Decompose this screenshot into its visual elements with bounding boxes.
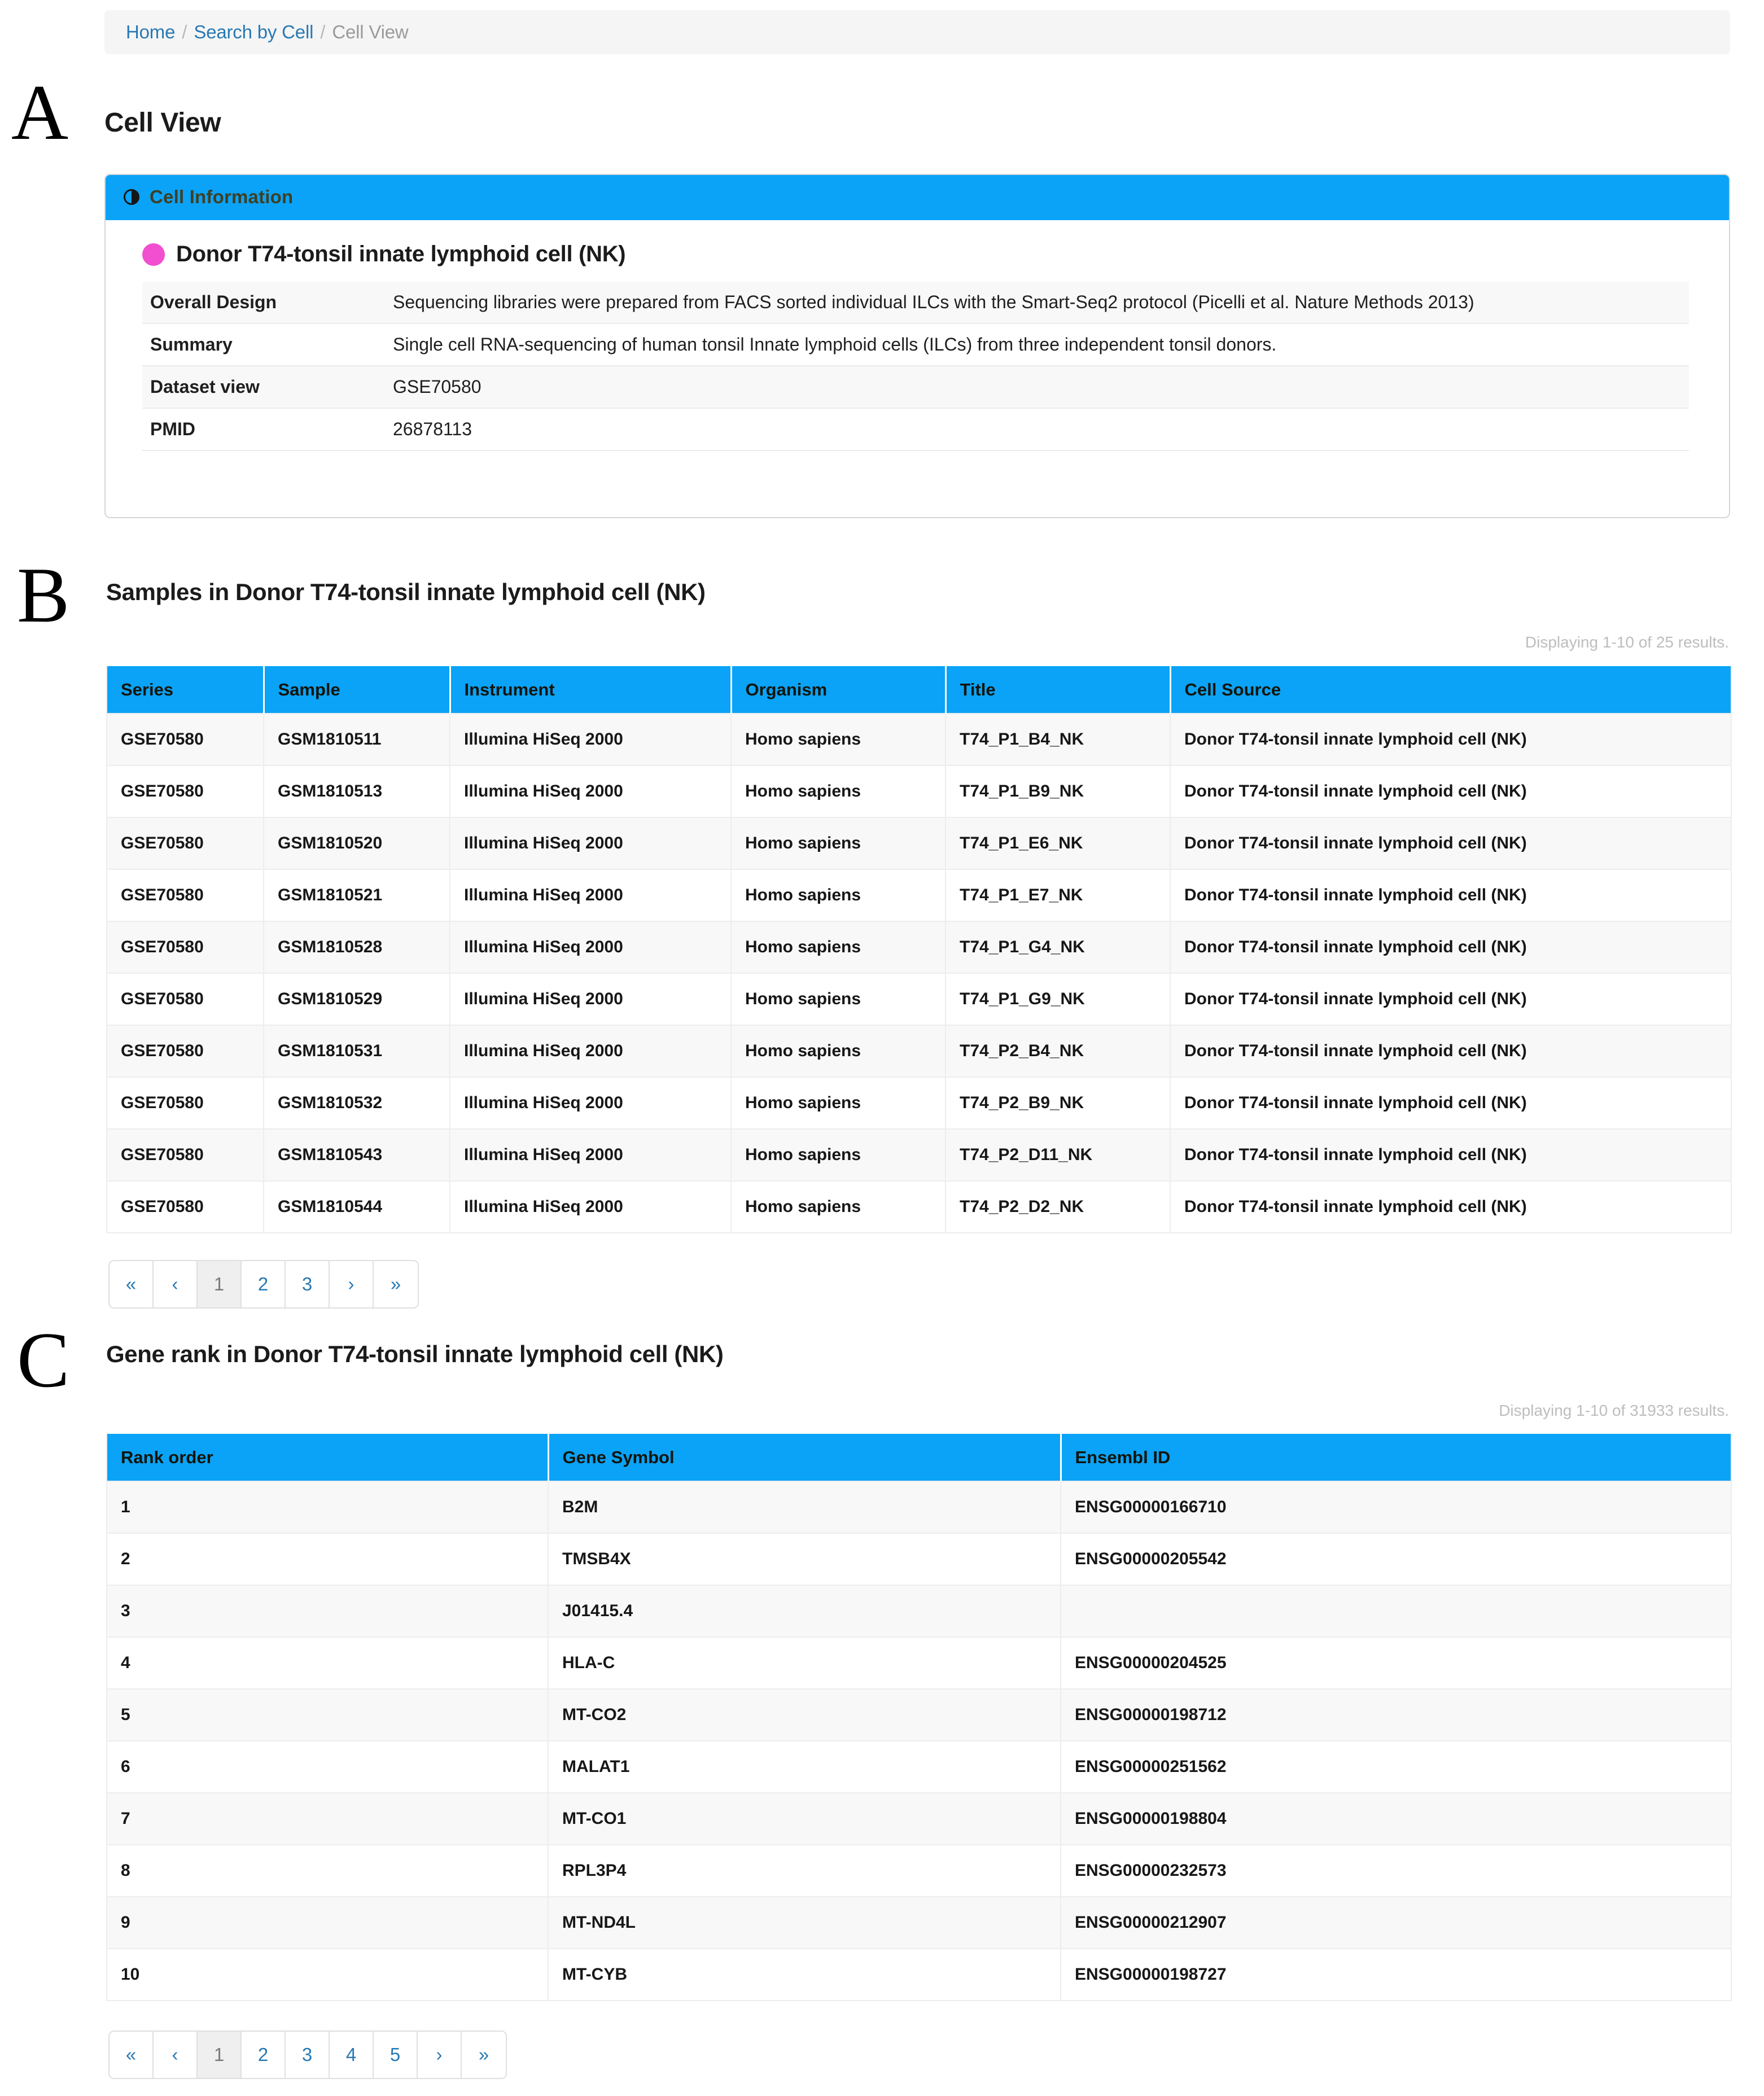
cell-instrument: Illumina HiSeq 2000 [450, 817, 731, 869]
table-row [107, 1181, 1731, 1233]
cell-ensembl-id[interactable]: ENSG00000232573 [1061, 1845, 1731, 1897]
pagination-prev-button[interactable]: ‹ [154, 2032, 198, 2078]
cell-instrument: Illumina HiSeq 2000 [450, 1181, 731, 1233]
cell-rank-order: 3 [107, 1585, 548, 1637]
cell-cell-source: Donor T74-tonsil innate lymphoid cell (NK) [1170, 921, 1731, 973]
cell-cell-source: Donor T74-tonsil innate lymphoid cell (NK) [1170, 1077, 1731, 1129]
cell-cell-source: Donor T74-tonsil innate lymphoid cell (NK) [1170, 973, 1731, 1025]
column-header-organism[interactable]: Organism [731, 666, 946, 714]
pagination-prev-button[interactable]: ‹ [154, 1261, 198, 1307]
column-header-cell-source[interactable]: Cell Source [1170, 666, 1731, 714]
pagination-last-button[interactable]: » [462, 2032, 506, 2078]
cell-organism: Homo sapiens [731, 1025, 946, 1077]
contrast-icon [124, 189, 139, 205]
pagination-first-button[interactable]: « [110, 1261, 154, 1307]
cell-gene-symbol[interactable]: MT-ND4L [548, 1897, 1061, 1949]
cell-series[interactable]: GSE70580 [107, 869, 264, 921]
cell-rank-order: 8 [107, 1845, 548, 1897]
cell-organism: Homo sapiens [731, 1129, 946, 1181]
cell-title: T74_P1_E6_NK [946, 817, 1170, 869]
table-row [107, 921, 1731, 973]
cell-sample[interactable]: GSM1810511 [264, 714, 450, 765]
column-header-ensembl-id[interactable]: Ensembl ID [1061, 1434, 1731, 1481]
table-header-row [107, 666, 1731, 714]
gene-rank-table-head [107, 1434, 1731, 1481]
cell-instrument: Illumina HiSeq 2000 [450, 714, 731, 765]
cell-ensembl-id[interactable]: ENSG00000251562 [1061, 1741, 1731, 1793]
cell-rank-order: 10 [107, 1949, 548, 2001]
cell-color-dot-icon [142, 243, 165, 266]
cell-title: T74_P2_B9_NK [946, 1077, 1170, 1129]
pagination-page-1[interactable]: 1 [198, 2032, 242, 2078]
cell-gene-symbol[interactable]: RPL3P4 [548, 1845, 1061, 1897]
breadcrumb-item-cell-view: Cell View [332, 21, 409, 42]
cell-instrument: Illumina HiSeq 2000 [450, 869, 731, 921]
table-row [107, 1129, 1731, 1181]
pagination-last-button[interactable]: » [374, 1261, 418, 1307]
cell-information-header [106, 175, 1729, 220]
cell-series[interactable]: GSE70580 [107, 921, 264, 973]
cell-cell-source: Donor T74-tonsil innate lymphoid cell (NK) [1170, 817, 1731, 869]
column-header-instrument[interactable]: Instrument [450, 666, 731, 714]
cell-gene-symbol[interactable]: MALAT1 [548, 1741, 1061, 1793]
samples-results-caption: Displaying 1-10 of 25 results. [1525, 633, 1729, 651]
cell-cell-source: Donor T74-tonsil innate lymphoid cell (NK) [1170, 1181, 1731, 1233]
table-row [107, 1077, 1731, 1129]
cell-cell-source: Donor T74-tonsil innate lymphoid cell (NK) [1170, 714, 1731, 765]
info-key-dataset-view: Dataset view [150, 377, 260, 397]
cell-organism: Homo sapiens [731, 973, 946, 1025]
info-value-dataset-view-link[interactable]: GSE70580 [393, 377, 482, 397]
table-row [107, 765, 1731, 817]
pagination-first-button[interactable]: « [110, 2032, 154, 2078]
cell-name-row [131, 242, 1704, 267]
table-row [107, 1689, 1731, 1741]
table-row [107, 1585, 1731, 1637]
samples-table-head [107, 666, 1731, 714]
cell-ensembl-id [1061, 1585, 1731, 1637]
info-value-summary: Single cell RNA-sequencing of human tonsil Innate lymphoid cells (ILCs) from three independent tonsil donors. [393, 334, 1277, 355]
cell-series[interactable]: GSE70580 [107, 1129, 264, 1181]
cell-cell-source: Donor T74-tonsil innate lymphoid cell (NK) [1170, 1129, 1731, 1181]
table-row [142, 366, 1689, 408]
cell-sample[interactable]: GSM1810531 [264, 1025, 450, 1077]
pagination-page-3[interactable]: 3 [286, 1261, 330, 1307]
pagination-page-5[interactable]: 5 [374, 2032, 418, 2078]
cell-information-body [106, 220, 1729, 451]
cell-organism: Homo sapiens [731, 869, 946, 921]
cell-information-card [104, 174, 1730, 518]
pagination-next-button[interactable]: › [330, 1261, 374, 1307]
panel-label-c: C [17, 1316, 70, 1404]
cell-organism: Homo sapiens [731, 714, 946, 765]
cell-rank-order: 2 [107, 1533, 548, 1585]
cell-series[interactable]: GSE70580 [107, 1025, 264, 1077]
samples-pagination[interactable] [108, 1260, 419, 1309]
gene-rank-table [106, 1434, 1732, 2001]
cell-rank-order: 5 [107, 1689, 548, 1741]
table-row [107, 1741, 1731, 1793]
breadcrumb-item-home[interactable]: Home [126, 21, 176, 42]
cell-ensembl-id[interactable]: ENSG00000204525 [1061, 1637, 1731, 1689]
cell-title: T74_P1_G4_NK [946, 921, 1170, 973]
cell-gene-symbol[interactable]: TMSB4X [548, 1533, 1061, 1585]
cell-gene-symbol[interactable]: J01415.4 [548, 1585, 1061, 1637]
cell-organism: Homo sapiens [731, 1077, 946, 1129]
cell-series[interactable]: GSE70580 [107, 1181, 264, 1233]
table-header-row [107, 1434, 1731, 1481]
breadcrumb [104, 10, 1730, 54]
cell-instrument: Illumina HiSeq 2000 [450, 765, 731, 817]
gene-rank-pagination[interactable] [108, 2031, 507, 2079]
panel-label-a: A [11, 69, 69, 156]
cell-series[interactable]: GSE70580 [107, 714, 264, 765]
cell-ensembl-id[interactable]: ENSG00000212907 [1061, 1897, 1731, 1949]
gene-rank-section-title: Gene rank in Donor T74-tonsil innate lymphoid cell (NK) [106, 1341, 724, 1367]
cell-gene-symbol[interactable]: B2M [548, 1481, 1061, 1533]
table-row [107, 1793, 1731, 1845]
cell-series[interactable]: GSE70580 [107, 765, 264, 817]
table-row [142, 323, 1689, 366]
cell-organism: Homo sapiens [731, 817, 946, 869]
cell-organism: Homo sapiens [731, 765, 946, 817]
info-key-pmid: PMID [150, 419, 195, 439]
cell-rank-order: 1 [107, 1481, 548, 1533]
cell-sample[interactable]: GSM1810544 [264, 1181, 450, 1233]
cell-title: T74_P1_B9_NK [946, 765, 1170, 817]
cell-sample[interactable]: GSM1810529 [264, 973, 450, 1025]
cell-sample[interactable]: GSM1810532 [264, 1077, 450, 1129]
cell-instrument: Illumina HiSeq 2000 [450, 1025, 731, 1077]
cell-sample[interactable]: GSM1810543 [264, 1129, 450, 1181]
table-row [107, 1533, 1731, 1585]
cell-rank-order: 7 [107, 1793, 548, 1845]
cell-gene-symbol[interactable]: HLA-C [548, 1637, 1061, 1689]
panel-label-b: B [17, 552, 70, 639]
cell-series[interactable]: GSE70580 [107, 1077, 264, 1129]
breadcrumb-item-search-by-cell[interactable]: Search by Cell [194, 21, 314, 42]
cell-ensembl-id[interactable]: ENSG00000198804 [1061, 1793, 1731, 1845]
cell-title: T74_P2_B4_NK [946, 1025, 1170, 1077]
samples-table-body [107, 714, 1731, 1233]
cell-organism: Homo sapiens [731, 1181, 946, 1233]
cell-rank-order: 9 [107, 1897, 548, 1949]
table-row [107, 817, 1731, 869]
cell-series[interactable]: GSE70580 [107, 817, 264, 869]
table-row [142, 408, 1689, 450]
cell-organism: Homo sapiens [731, 921, 946, 973]
cell-rank-order: 6 [107, 1741, 548, 1793]
info-key-summary: Summary [150, 334, 233, 355]
pagination-next-button[interactable]: › [418, 2032, 462, 2078]
samples-table [106, 666, 1732, 1233]
table-row [107, 1025, 1731, 1077]
table-row [107, 1637, 1731, 1689]
cell-gene-symbol[interactable]: MT-CO2 [548, 1689, 1061, 1741]
cell-sample[interactable]: GSM1810521 [264, 869, 450, 921]
table-row [107, 869, 1731, 921]
column-header-title[interactable]: Title [946, 666, 1170, 714]
cell-title: T74_P1_E7_NK [946, 869, 1170, 921]
table-row [107, 714, 1731, 765]
table-row [107, 1481, 1731, 1533]
cell-information-header-label: Cell Information [150, 186, 294, 207]
cell-information-table [142, 282, 1689, 451]
cell-series[interactable]: GSE70580 [107, 973, 264, 1025]
table-row [107, 973, 1731, 1025]
gene-rank-results-caption: Displaying 1-10 of 31933 results. [1499, 1402, 1729, 1419]
cell-ensembl-id[interactable]: ENSG00000166710 [1061, 1481, 1731, 1533]
gene-rank-table-body [107, 1481, 1731, 2001]
table-row [142, 282, 1689, 323]
pagination-page-1[interactable]: 1 [198, 1261, 242, 1307]
cell-sample[interactable]: GSM1810528 [264, 921, 450, 973]
cell-instrument: Illumina HiSeq 2000 [450, 921, 731, 973]
info-value-pmid-link[interactable]: 26878113 [393, 419, 472, 439]
column-header-series[interactable]: Series [107, 666, 264, 714]
table-row [107, 1897, 1731, 1949]
cell-gene-symbol[interactable]: MT-CO1 [548, 1793, 1061, 1845]
cell-title: T74_P2_D2_NK [946, 1181, 1170, 1233]
table-row [107, 1949, 1731, 2001]
cell-cell-source: Donor T74-tonsil innate lymphoid cell (NK) [1170, 765, 1731, 817]
cell-title: T74_P1_G9_NK [946, 973, 1170, 1025]
pagination-page-2[interactable]: 2 [242, 2032, 286, 2078]
column-header-gene-symbol[interactable]: Gene Symbol [548, 1434, 1061, 1481]
page-title: Cell View [104, 108, 221, 138]
pagination-page-4[interactable]: 4 [330, 2032, 374, 2078]
column-header-sample[interactable]: Sample [264, 666, 450, 714]
column-header-rank-order[interactable]: Rank order [107, 1434, 548, 1481]
cell-cell-source: Donor T74-tonsil innate lymphoid cell (NK) [1170, 1025, 1731, 1077]
samples-section-title: Samples in Donor T74-tonsil innate lymphoid cell (NK) [106, 579, 706, 605]
cell-instrument: Illumina HiSeq 2000 [450, 973, 731, 1025]
cell-name: Donor T74-tonsil innate lymphoid cell (NK) [176, 242, 626, 266]
cell-ensembl-id[interactable]: ENSG00000198727 [1061, 1949, 1731, 2001]
cell-title: T74_P1_B4_NK [946, 714, 1170, 765]
info-value-overall-design: Sequencing libraries were prepared from FACS sorted individual ILCs with the Smart-Seq2 protocol (Picelli et al. Nature Methods 2013) [393, 292, 1474, 312]
cell-instrument: Illumina HiSeq 2000 [450, 1129, 731, 1181]
cell-sample[interactable]: GSM1810513 [264, 765, 450, 817]
cell-ensembl-id[interactable]: ENSG00000205542 [1061, 1533, 1731, 1585]
cell-ensembl-id[interactable]: ENSG00000198712 [1061, 1689, 1731, 1741]
pagination-page-2[interactable]: 2 [242, 1261, 286, 1307]
cell-sample[interactable]: GSM1810520 [264, 817, 450, 869]
breadcrumb-separator: / [182, 21, 187, 42]
table-row [107, 1845, 1731, 1897]
cell-cell-source: Donor T74-tonsil innate lymphoid cell (NK) [1170, 869, 1731, 921]
cell-instrument: Illumina HiSeq 2000 [450, 1077, 731, 1129]
cell-title: T74_P2_D11_NK [946, 1129, 1170, 1181]
cell-gene-symbol[interactable]: MT-CYB [548, 1949, 1061, 2001]
breadcrumb-separator: / [320, 21, 326, 42]
pagination-page-3[interactable]: 3 [286, 2032, 330, 2078]
cell-rank-order: 4 [107, 1637, 548, 1689]
info-key-overall-design: Overall Design [150, 292, 277, 312]
